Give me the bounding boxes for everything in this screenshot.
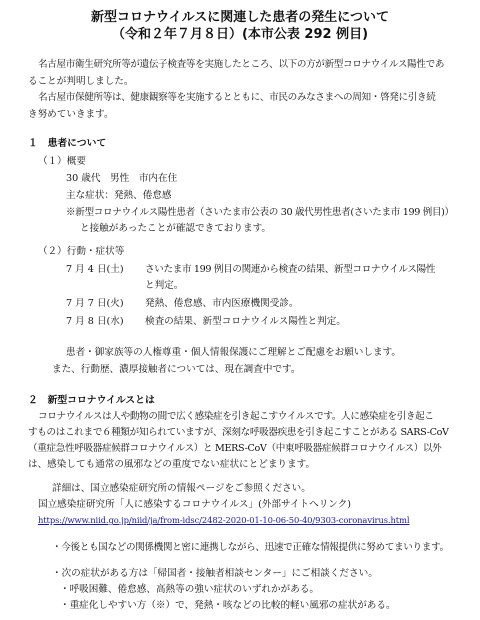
- coronavirus-description-line-1: コロナウイルスは人や動物の間で広く感染症を引き起こすウイルスです。人に感染症を引き起こ: [38, 411, 434, 422]
- overview-contact-note-2: と接触があったことが確認できております。: [80, 223, 272, 234]
- overview-patient: 30 歳代 男性 市内在住: [66, 173, 178, 184]
- intro-paragraph-1-line-2: ることが判明しました。: [28, 76, 134, 87]
- overview-symptoms: 主な症状：発熱、倦怠感: [66, 190, 172, 201]
- overview-contact-note: ※新型コロナウイルス陽性患者（さいたま市公表の 30 歳代男性患者(さいたま市 199 例目)）: [66, 207, 454, 218]
- timeline-event: 発熱、倦怠感、市内医療機関受診。: [145, 298, 299, 309]
- details-reference: 詳細は、国立感染症研究所の情報ページをご参照ください。: [52, 483, 311, 494]
- intro-paragraph-2-line-1: 名古屋市保健所等は、健康観察等を実施するとともに、市民のみなさまへの周知・啓発に引き続: [38, 92, 436, 103]
- overview-heading: （１）概要: [38, 156, 86, 167]
- section-2-heading: ２ 新型コロナウイルスとは: [28, 395, 155, 406]
- document-title: 新型コロナウイルスに関連した患者の発生について: [91, 10, 389, 25]
- coronavirus-description-line-2: すものはこれまで６種類が知られていますが、深刻な呼吸器疾患を引き起こすことがある SARS-CoV: [28, 427, 449, 438]
- intro-paragraph-2-line-2: き努めていきます。: [28, 109, 114, 120]
- timeline-date: 7 月 7 日(火): [66, 298, 124, 309]
- privacy-request: 患者・御家族等の人権尊重・個人情報保護にご理解とご配慮をお願いします。: [66, 347, 402, 358]
- timeline-event: 検査の結果、新型コロナウイルス陽性と判定。: [145, 316, 346, 327]
- intro-paragraph-1-line-1: 名古屋市衛生研究所等が遺伝子検査等を実施したところ、以下の方が新型コロナウイルス陽性であ: [38, 59, 445, 70]
- symptom-criteria-1: ・呼吸困難、倦怠感、高熱等の強い症状のいずれかがある。: [60, 584, 320, 595]
- niid-page-title: 国立感染症研究所「人に感染するコロナウイルス」(外部サイトへリンク): [38, 499, 352, 510]
- coronavirus-description-line-3: （重症急性呼吸器症候群コロナウイルス）と MERS-CoV（中東呼吸器症候群コロナウイルス）以外: [28, 443, 442, 454]
- cooperation-note: ・今後とも国などの関係機関と密に連携しながら、迅速で正確な情報提供に努めてまいります。: [52, 542, 449, 553]
- timeline-heading: （２）行動・症状等: [38, 246, 125, 257]
- symptom-criteria-2: ・重症化しやすい方（※）で、発熱・咳などの比較的軽い風邪の症状がある。: [60, 600, 396, 611]
- section-1-heading: １ 患者について: [28, 138, 107, 149]
- timeline-event: さいたま市 199 例目の関連から検査の結果、新型コロナウイルス陽性: [145, 264, 436, 275]
- niid-link[interactable]: https://www.niid.go.jp/niid/ja/from-idsc/2482-2020-01-10-06-50-40/9303-coronavirus.html: [38, 515, 410, 525]
- coronavirus-description-line-4: は、感染しても通常の風邪などの重度でない症状にとどまります。: [28, 459, 316, 470]
- timeline-date: 7 月 8 日(水): [66, 316, 124, 327]
- investigation-note: また、行動歴、濃厚接触者については、現在調査中です。: [52, 364, 301, 375]
- consultation-note: ・次の症状がある方は「帰国者・接触者相談センター」にご相談ください。: [52, 568, 378, 579]
- timeline-date: 7 月 4 日(土): [66, 264, 124, 275]
- document-subtitle: （令和２年７月８日）(本市公表 292 例目): [111, 27, 369, 42]
- timeline-event-cont: と判定。: [145, 280, 184, 291]
